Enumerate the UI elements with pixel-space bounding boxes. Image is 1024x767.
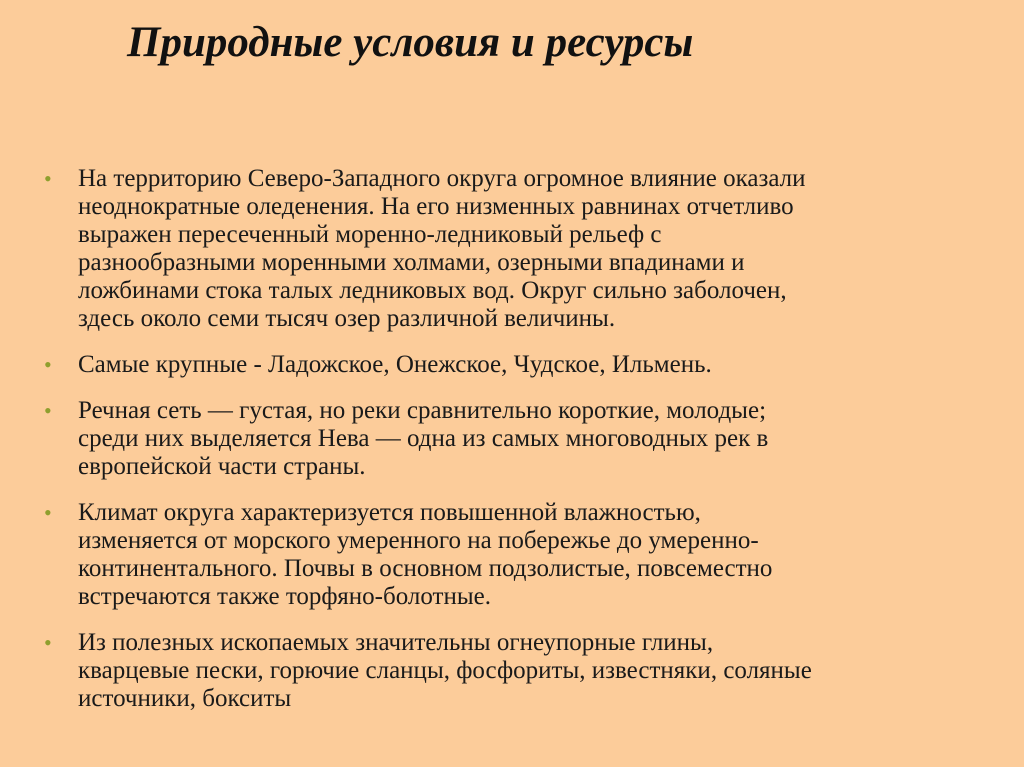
bullet-text: Из полезных ископаемых значительны огнеупорные глины, кварцевые пески, горючие сланцы, фосфориты, известняки, соляные источники, бокситы	[78, 629, 812, 712]
bullet-text: Самые крупные - Ладожское, Онежское, Чудское, Ильмень.	[78, 351, 712, 378]
bullet-text: На территорию Северо-Западного округа огромное влияние оказали неоднократные оледенения. На его низменных равнинах отчетливо выражен пересеченный моренно-ледниковый рельеф с разнообразными моренными холмами, озерными впадинами и ложбинами стока талых ледниковых вод. Округ сильно заболочен, здесь около семи тысяч озер различной величины.	[78, 165, 806, 332]
bullet-item-rivers	[42, 397, 942, 481]
bullet-item-lakes	[42, 351, 942, 379]
bullet-item-climate	[42, 499, 942, 611]
bullet-dot-icon: •	[44, 352, 52, 377]
bullet-dot-icon: •	[44, 630, 52, 655]
bullet-item-glaciation	[42, 165, 942, 333]
bullet-text: Речная сеть — густая, но реки сравнительно короткие, молодые; среди них выделяется Нева — одна из самых многоводных рек в европейской части страны.	[78, 397, 769, 480]
slide-title: Природные условия и ресурсы	[127, 19, 694, 66]
bullet-text: Климат округа характеризуется повышенной влажностью, изменяется от морского умеренного на побережье до умеренно- континентального. Почвы в основном подзолистые, повсеместно встречаются также торфяно-болотные.	[78, 499, 773, 610]
bullet-list	[42, 165, 942, 713]
bullet-dot-icon: •	[44, 500, 52, 525]
bullet-dot-icon: •	[44, 166, 52, 191]
bullet-dot-icon: •	[44, 398, 52, 423]
bullet-item-minerals	[42, 629, 942, 713]
